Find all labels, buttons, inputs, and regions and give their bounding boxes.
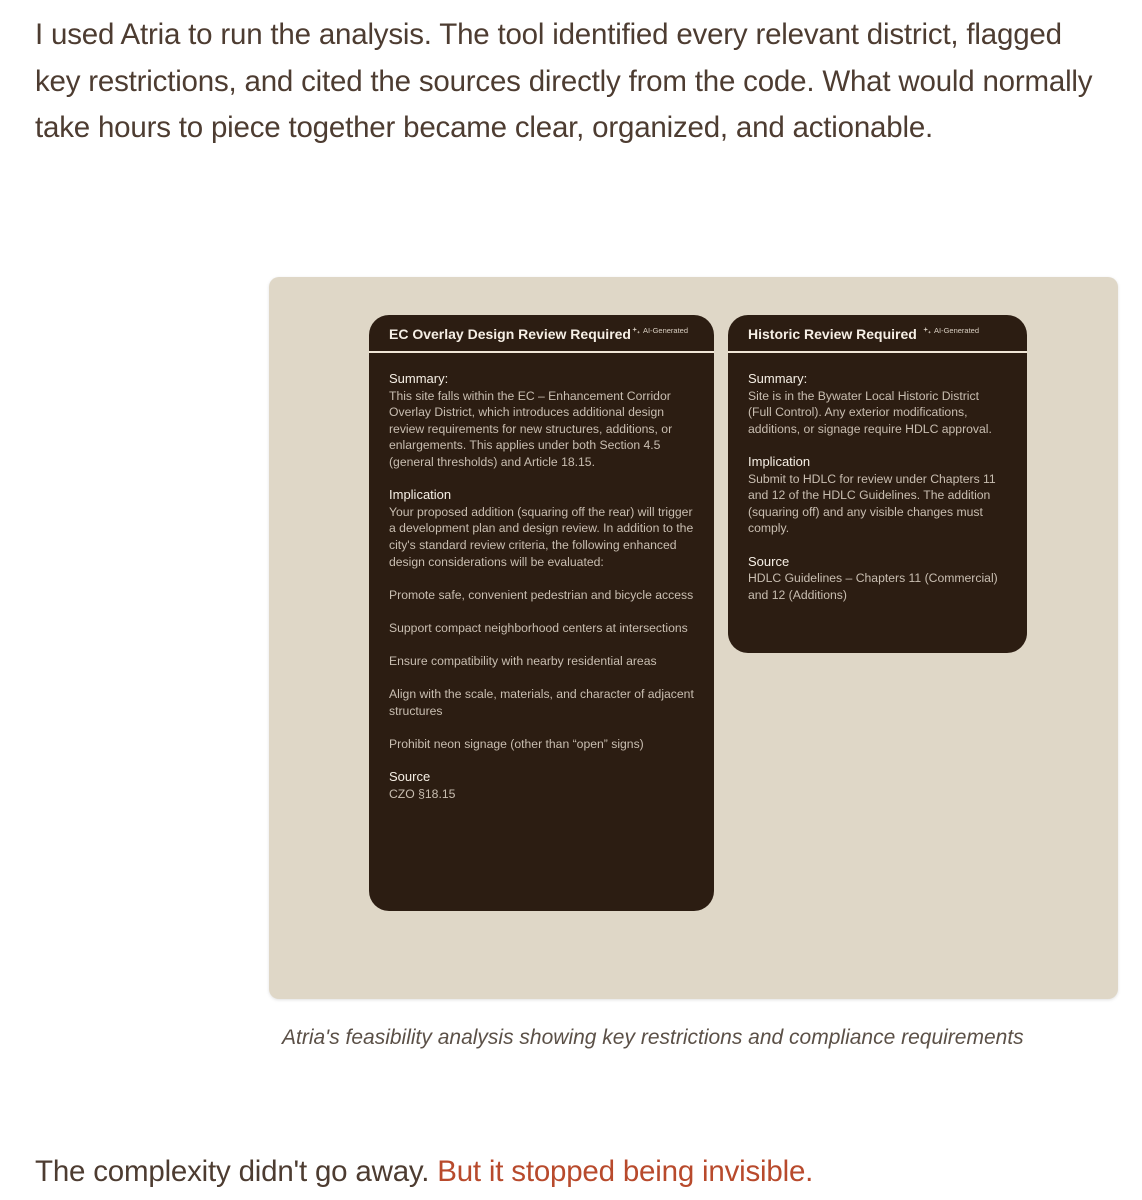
source-label: Source: [748, 553, 790, 569]
summary-text: This site falls within the EC – Enhancement Corridor Overlay District, which introduces additional design review requirements for new structures, additions, or enlargements. This applies under both Section 4.5 (general thresholds) and Article 18.15.: [389, 388, 673, 469]
badge-label: AI-Generated: [934, 326, 980, 335]
consideration-item: Align with the scale, materials, and character of adjacent structures: [389, 687, 694, 718]
card-header: [369, 315, 714, 353]
implication-text: Your proposed addition (squaring off the rear) will trigger a development plan and design review. In addition to the city's standard review criteria, the following enhanced design considerations will be evaluated:: [389, 504, 694, 569]
card-header: [728, 315, 1027, 353]
summary-text: Site is in the Bywater Local Historic District (Full Control). Any exterior modifications, additions, or signage require HDLC approval.: [748, 388, 992, 436]
ec-overlay-card: [369, 315, 714, 911]
implication-label: Implication: [748, 453, 811, 469]
closing-lead: The complexity didn't go away.: [35, 1155, 438, 1188]
ai-generated-badge: [923, 326, 979, 335]
card-body: [748, 371, 998, 603]
consideration-item: Support compact neighborhood centers at intersections: [389, 620, 688, 635]
closing-paragraph: [35, 1152, 813, 1192]
figure-caption: Atria's feasibility analysis showing key restrictions and compliance requirements: [282, 1026, 1024, 1049]
historic-review-card: [728, 315, 1027, 653]
consideration-item: Prohibit neon signage (other than “open” signs): [389, 737, 644, 752]
source-label: Source: [389, 769, 431, 785]
consideration-item: Promote safe, convenient pedestrian and bicycle access: [389, 587, 694, 602]
implication-text: Submit to HDLC for review under Chapters 11 and 12 of the HDLC Guidelines. The addition (squaring off) and any visible changes must comply.: [748, 471, 996, 536]
card-title: Historic Review Required: [748, 326, 917, 342]
source-text: CZO §18.15: [389, 786, 456, 801]
ai-generated-badge: [632, 326, 688, 335]
summary-label: Summary:: [389, 371, 449, 386]
summary-label: Summary:: [748, 371, 808, 386]
closing-highlight: But it stopped being invisible.: [437, 1155, 814, 1188]
badge-label: AI-Generated: [643, 326, 689, 335]
intro-paragraph: I used Atria to run the analysis. The tool identified every relevant district, flagged key restrictions, and cited the sources directly from the code. What would normally take hours to piece together became clear, organized, and actionable.: [35, 18, 1093, 144]
figure-panel: [269, 277, 1118, 999]
sparkle-icon: [923, 326, 932, 335]
consideration-item: Ensure compatibility with nearby residential areas: [389, 654, 657, 669]
implication-label: Implication: [389, 487, 452, 503]
sparkle-icon: [632, 326, 641, 335]
card-body: [389, 371, 699, 802]
card-title: EC Overlay Design Review Required: [389, 326, 631, 342]
source-text: HDLC Guidelines – Chapters 11 (Commercial) and 12 (Additions): [748, 571, 998, 602]
